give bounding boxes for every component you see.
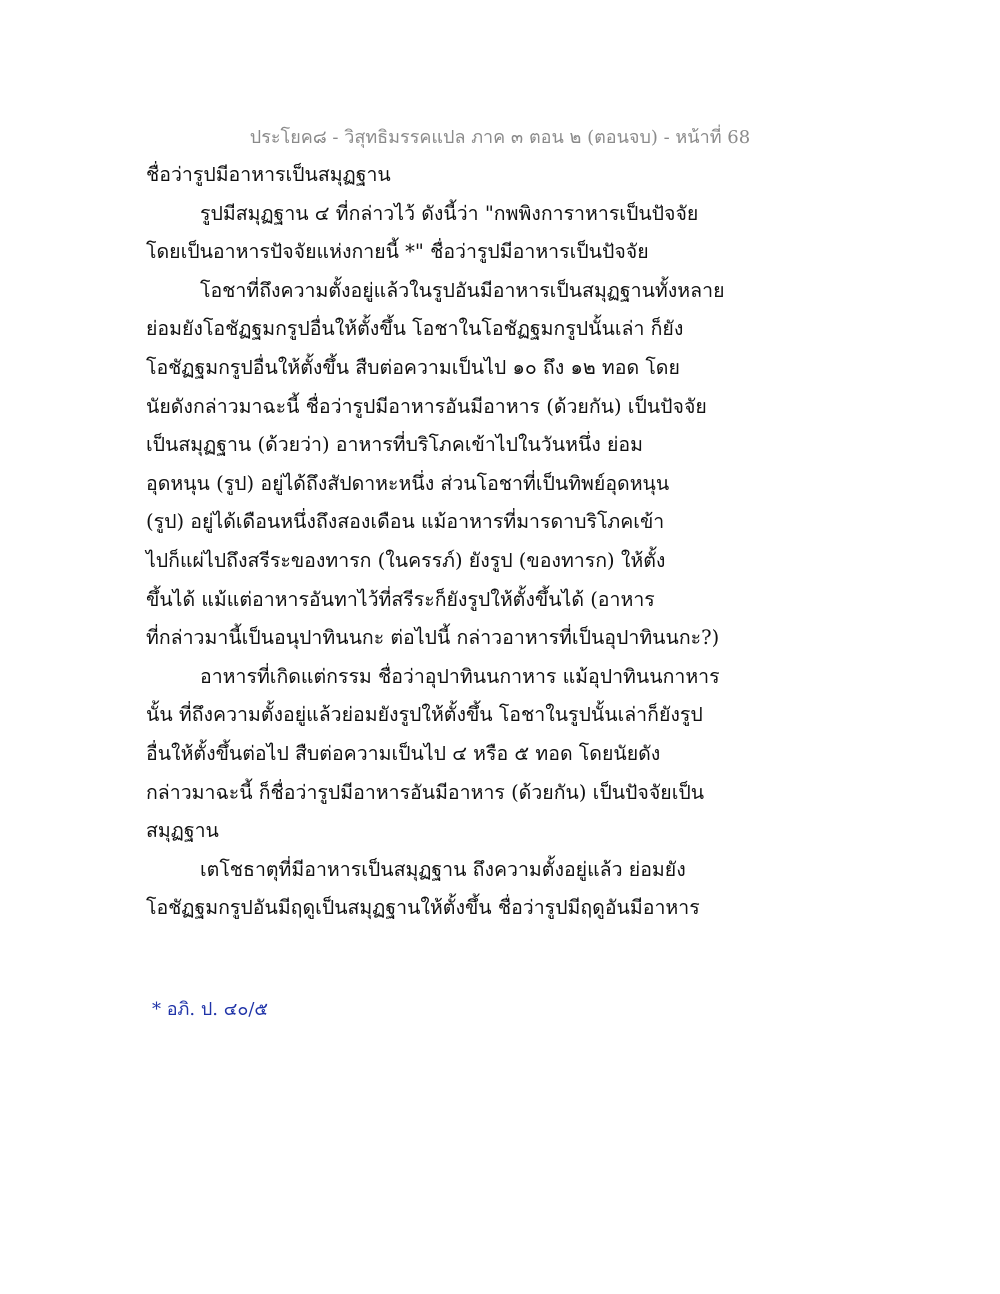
text-line: กล่าวมาฉะนี้ ก็ชื่อว่ารูปมีอาหารอันมีอาหาร (ด้วยกัน) เป็นปัจจัยเป็น — [146, 780, 705, 804]
text-line: อาหารที่เกิดแต่กรรม ชื่อว่าอุปาทินนกาหาร แม้อุปาทินนกาหาร — [200, 664, 720, 688]
text-line: เตโชธาตุที่มีอาหารเป็นสมุฏฐาน ถึงความตั้งอยู่แล้ว ย่อมยัง — [200, 857, 686, 881]
text-line: ย่อมยังโอชัฏฐมกรูปอื่นให้ตั้งขึ้น โอชาในโอชัฏฐมกรูปนั้นเล่า ก็ยัง — [146, 317, 684, 341]
text-line: ไปก็แผ่ไปถึงสรีระของทารก (ในครรภ์) ยังรูป (ของทารก) ให้ตั้ง — [146, 548, 666, 572]
text-line: นัยดังกล่าวมาฉะนี้ ชื่อว่ารูปมีอาหารอันมีอาหาร (ด้วยกัน) เป็นปัจจัย — [146, 394, 707, 418]
text-line: รูปมีสมุฏฐาน ๔ ที่กล่าวไว้ ดังนี้ว่า "กพพิงการาหารเป็นปัจจัย — [200, 201, 699, 225]
body-text — [146, 156, 866, 928]
text-line: โอชัฏฐมกรูปอื่นให้ตั้งขึ้น สืบต่อความเป็นไป ๑๐ ถึง ๑๒ ทอด โดย — [146, 355, 680, 379]
footnote-text: * อภิ. ป. ๔๐/๕ — [152, 999, 269, 1020]
text-line: ขึ้นได้ แม้แต่อาหารอันทาไว้ที่สรีระก็ยังรูปให้ตั้งขึ้นได้ (อาหาร — [146, 587, 655, 611]
text-line: นั้น ที่ถึงความตั้งอยู่แล้วย่อมยังรูปให้ตั้งขึ้น โอชาในรูปนั้นเล่าก็ยังรูป — [146, 703, 703, 727]
footnote — [152, 994, 268, 1023]
text-line: อุดหนุน (รูป) อยู่ได้ถึงสัปดาหะหนึ่ง ส่วนโอชาที่เป็นทิพย์อุดหนุน — [146, 471, 670, 495]
text-line: สมุฏฐาน — [146, 819, 219, 843]
text-line: (รูป) อยู่ได้เดือนหนึ่งถึงสองเดือน แม้อาหารที่มารดาบริโภคเข้า — [146, 510, 665, 534]
text-line: เป็นสมุฏฐาน (ด้วยว่า) อาหารที่บริโภคเข้าไปในวันหนึ่ง ย่อม — [146, 433, 643, 457]
text-line: ที่กล่าวมานี้เป็นอนุปาทินนกะ ต่อไปนี้ กล่าวอาหารที่เป็นอุปาทินนกะ?) — [146, 626, 720, 650]
running-header — [0, 122, 1000, 151]
text-line: อื่นให้ตั้งขึ้นต่อไป สืบต่อความเป็นไป ๔ หรือ ๕ ทอด โดยนัยดัง — [146, 741, 661, 765]
text-line: โอชาที่ถึงความตั้งอยู่แล้วในรูปอันมีอาหารเป็นสมุฏฐานทั้งหลาย — [200, 278, 725, 302]
text-line: โอชัฏฐมกรูปอันมีฤดูเป็นสมุฏฐานให้ตั้งขึ้น ชื่อว่ารูปมีฤดูอันมีอาหาร — [146, 896, 700, 920]
text-line: โดยเป็นอาหารปัจจัยแห่งกายนี้ *" ชื่อว่ารูปมีอาหารเป็นปัจจัย — [146, 240, 649, 264]
text-line: ชื่อว่ารูปมีอาหารเป็นสมุฏฐาน — [146, 163, 391, 186]
running-header-text: ประโยค๘ - วิสุทธิมรรคแปล ภาค ๓ ตอน ๒ (ตอนจบ) - หน้าที่ 68 — [249, 127, 751, 148]
